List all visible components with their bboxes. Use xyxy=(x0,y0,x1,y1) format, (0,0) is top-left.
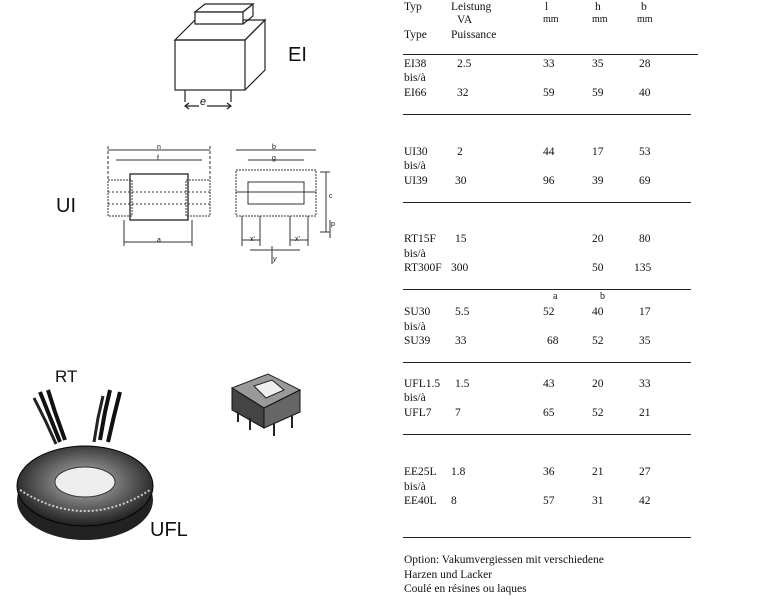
row-b: 21 xyxy=(639,407,651,419)
group-divider xyxy=(403,362,691,363)
row-h: 17 xyxy=(592,146,604,158)
header-h-unit: mm xyxy=(592,14,608,25)
row-range-label: bis/à xyxy=(404,160,426,172)
row-b: 80 xyxy=(639,233,651,245)
group-divider xyxy=(403,289,691,290)
subheader-b: b xyxy=(600,291,605,302)
row-va: 300 xyxy=(451,262,469,274)
row-va: 7 xyxy=(455,407,461,419)
row-b: 53 xyxy=(639,146,651,158)
row-range-label: bis/à xyxy=(404,321,426,333)
row-type: EI38 xyxy=(404,58,427,70)
row-va: 5.5 xyxy=(455,306,470,318)
group-divider xyxy=(403,434,691,435)
row-l: 43 xyxy=(543,378,555,390)
row-type: SU30 xyxy=(404,306,431,318)
row-range-label: bis/à xyxy=(404,481,426,493)
row-h: 50 xyxy=(592,262,604,274)
dimension-x1-label: x' xyxy=(250,236,255,243)
ufl-transformer-image xyxy=(220,370,310,440)
header-l: l xyxy=(545,1,549,13)
header-h: h xyxy=(595,1,601,13)
rt-toroid-image xyxy=(10,382,160,552)
header-b-unit: mm xyxy=(637,14,653,25)
dimension-g-label: g xyxy=(272,155,276,162)
row-va: 2.5 xyxy=(457,58,472,70)
ui-side-view-drawing xyxy=(230,142,340,270)
dimension-p-label: p xyxy=(331,221,335,228)
row-type: UI39 xyxy=(404,175,428,187)
dimension-a-label: a xyxy=(157,237,161,244)
row-type: RT300F xyxy=(404,262,442,274)
row-b: 135 xyxy=(634,262,652,274)
row-type: UI30 xyxy=(404,146,428,158)
dimension-e-label: e xyxy=(200,96,207,108)
row-va: 8 xyxy=(451,495,457,507)
row-b: 40 xyxy=(639,87,651,99)
row-h: 59 xyxy=(592,87,604,99)
row-l: 52 xyxy=(543,306,555,318)
row-type: UFL1.5 xyxy=(404,378,441,390)
dimension-c-label: c xyxy=(329,193,333,200)
dimension-b-label: b xyxy=(272,144,276,151)
ei-label: EI xyxy=(288,44,307,66)
header-puissance: Puissance xyxy=(451,29,497,41)
row-h: 52 xyxy=(592,407,604,419)
ui-label: UI xyxy=(56,195,76,217)
row-l: 33 xyxy=(543,58,555,70)
row-type: EE40L xyxy=(404,495,437,507)
row-b: 69 xyxy=(639,175,651,187)
row-va: 2 xyxy=(457,146,463,158)
row-va: 32 xyxy=(457,87,469,99)
header-b: b xyxy=(641,1,647,13)
footer-note-line3: Coulé en résines ou laques xyxy=(404,583,527,595)
row-h: 20 xyxy=(592,233,604,245)
row-type: EI66 xyxy=(404,87,427,99)
row-b: 33 xyxy=(639,378,651,390)
row-b: 35 xyxy=(639,335,651,347)
rt-label: RT xyxy=(55,367,78,386)
row-h: 21 xyxy=(592,466,604,478)
row-type: RT15F xyxy=(404,233,436,245)
row-h: 52 xyxy=(592,335,604,347)
row-b: 27 xyxy=(639,466,651,478)
row-l: 57 xyxy=(543,495,555,507)
footer-note-line1: Option: Vakumvergiessen mit verschiedene xyxy=(404,554,604,566)
row-l: 65 xyxy=(543,407,555,419)
row-range-label: bis/à xyxy=(404,72,426,84)
row-h: 40 xyxy=(592,306,604,318)
subheader-a: a xyxy=(553,291,558,302)
row-va: 30 xyxy=(455,175,467,187)
ufl-label: UFL xyxy=(150,519,188,541)
dimension-f-label: f xyxy=(157,155,159,162)
row-l: 96 xyxy=(543,175,555,187)
header-va: VA xyxy=(457,14,473,26)
row-l: 59 xyxy=(543,87,555,99)
row-type: UFL7 xyxy=(404,407,432,419)
group-divider xyxy=(403,114,691,115)
header-typ: Typ xyxy=(404,1,422,13)
row-h: 39 xyxy=(592,175,604,187)
row-h: 20 xyxy=(592,378,604,390)
row-type: SU39 xyxy=(404,335,431,347)
row-b: 17 xyxy=(639,306,651,318)
header-type: Type xyxy=(404,29,427,41)
header-l-unit: mm xyxy=(543,14,559,25)
row-va: 1.5 xyxy=(455,378,470,390)
dimension-x2-label: x' xyxy=(295,236,300,243)
row-range-label: bis/à xyxy=(404,392,426,404)
group-divider xyxy=(403,537,691,538)
header-divider xyxy=(403,54,698,55)
row-b: 42 xyxy=(639,495,651,507)
row-va: 15 xyxy=(455,233,467,245)
row-l: 36 xyxy=(543,466,555,478)
row-l: 68 xyxy=(547,335,559,347)
row-va: 1.8 xyxy=(451,466,466,478)
row-h: 35 xyxy=(592,58,604,70)
footer-note-line2: Harzen und Lacker xyxy=(404,569,493,581)
ei-transformer-drawing xyxy=(165,2,275,117)
row-type: EE25L xyxy=(404,466,437,478)
row-va: 33 xyxy=(455,335,467,347)
row-range-label: bis/à xyxy=(404,248,426,260)
row-l: 44 xyxy=(543,146,555,158)
header-leistung: Leistung xyxy=(451,1,492,13)
row-b: 28 xyxy=(639,58,651,70)
dimension-n-label: n xyxy=(157,144,161,151)
group-divider xyxy=(403,202,691,203)
row-h: 31 xyxy=(592,495,604,507)
dimension-y-label: y xyxy=(273,256,277,263)
